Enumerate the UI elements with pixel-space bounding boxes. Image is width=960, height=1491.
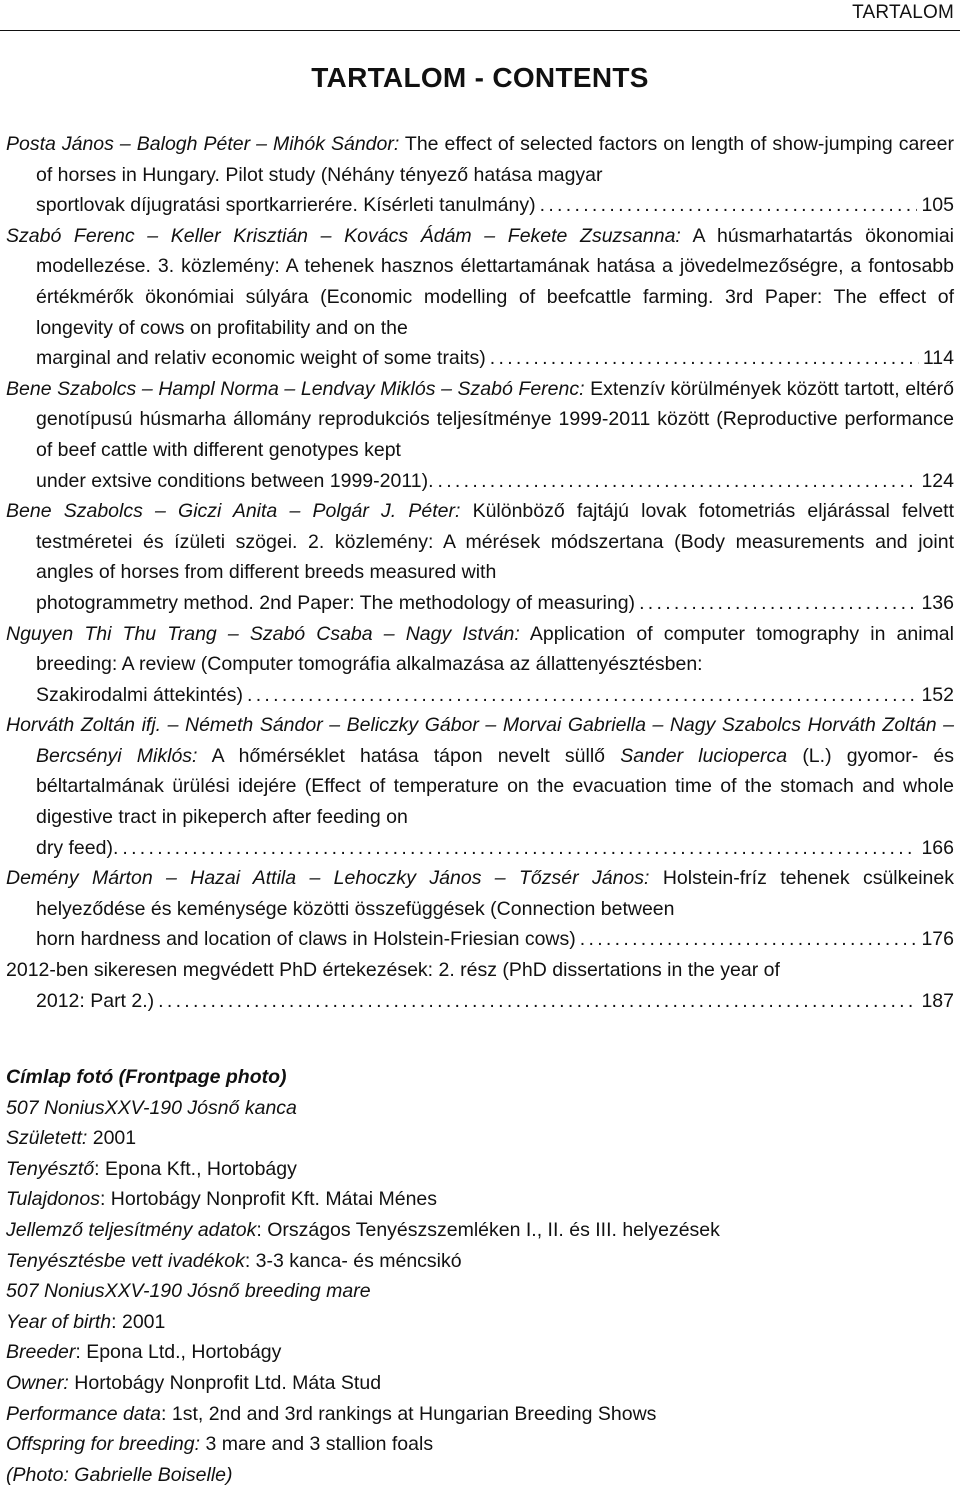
toc-entry[interactable] [6, 496, 954, 618]
entry-last-line [36, 466, 954, 497]
info-label: Tenyésztésbe vett ivadékok [6, 1249, 245, 1272]
info-label: Tenyésztő [6, 1157, 95, 1180]
cover-heading: Címlap fotó (Frontpage photo) [6, 1066, 287, 1088]
entry-title: Extenzív körülmények között tartott, eltérő genotípusú húsmarha állomány reprodukciós teljesítménye 1999-2011 között (Reproductive performance of beef cattle with different genotypes kept [36, 377, 954, 461]
page-number: 124 [921, 469, 954, 492]
entry-authors: Demény Márton – Hazai Attila – Lehoczky János – Tőzsér János: [6, 867, 650, 890]
entry-title: The effect of selected factors on length of show-jumping career of horses in Hungary. Pilot study (Néhány tényező hatása magyar [36, 133, 954, 186]
table-of-contents [6, 129, 954, 1016]
info-value: Hortobágy Nonprofit Ltd. Máta Stud [74, 1371, 382, 1394]
info-row [6, 1307, 954, 1338]
info-value: : 1st, 2nd and 3rd rankings at Hungarian Breeding Shows [161, 1402, 657, 1425]
info-label: Született: [6, 1127, 88, 1150]
toc-entry[interactable] [6, 863, 954, 955]
photo-credit: (Photo: Gabrielle Boiselle) [6, 1463, 233, 1486]
dot-leader [580, 924, 918, 955]
entry-title-end: dry feed). [36, 836, 119, 859]
entry-authors: Horváth Zoltán ifj. – Németh Sándor – Beliczky Gábor – Morvai Gabriella – Nagy Szabolcs Horváth Zoltán – Bercsényi Miklós: [6, 714, 954, 767]
toc-entry[interactable] [6, 374, 954, 496]
entry-title-end: 2012: Part 2.) [36, 989, 155, 1012]
dot-leader [247, 680, 917, 711]
dot-leader [540, 190, 918, 221]
info-row [6, 1154, 954, 1185]
info-label: Offspring for breeding: [6, 1433, 201, 1456]
info-row [6, 1429, 954, 1460]
info-row [6, 1368, 954, 1399]
dot-leader [122, 833, 917, 864]
cover-photo-info [6, 1062, 954, 1490]
page-number: 105 [921, 194, 954, 217]
entry-authors: Posta János – Balogh Péter – Mihók Sándor: [6, 133, 400, 155]
header-rule [0, 30, 960, 31]
entry-authors: Bene Szabolcs – Giczi Anita – Polgár J. Péter: [6, 500, 461, 523]
page-number: 114 [922, 347, 954, 370]
toc-entry[interactable] [6, 221, 954, 374]
entry-authors: Bene Szabolcs – Hampl Norma – Lendvay Miklós – Szabó Ferenc: [6, 377, 585, 400]
info-row [6, 1215, 954, 1246]
info-value: : Epona Kft., Hortobágy [94, 1157, 297, 1180]
entry-title-end: sportlovak díjugratási sportkarrierére. Kísérleti tanulmány) [36, 194, 536, 217]
info-value: 2001 [92, 1127, 137, 1150]
page-number: 187 [921, 989, 954, 1012]
page-title: TARTALOM - CONTENTS [311, 62, 649, 93]
dot-leader [639, 588, 917, 619]
entry-last-line [36, 680, 954, 711]
entry-authors: Szabó Ferenc – Keller Krisztián – Kovács Ádám – Fekete Zsuzsanna: [6, 224, 681, 247]
entry-title: (L.) gyomor- és béltartalmának ürülési idejére (Effect of temperature on the evacuation time of the stomach and whole digestive tract in pikeperch after feeding on [36, 744, 955, 829]
info-value: : 3-3 kanca- és méncsikó [244, 1249, 462, 1272]
info-label: Performance data [6, 1402, 162, 1425]
info-value: 3 mare and 3 stallion foals [205, 1433, 434, 1456]
entry-title-end: Szakirodalmi áttekintés) [36, 683, 243, 706]
dot-leader [490, 343, 919, 374]
toc-entry[interactable] [6, 710, 954, 863]
entry-title: Application of computer tomography in animal breeding: A review (Computer tomográfia alkalmazása az állattenyésztésben: [36, 622, 954, 676]
entry-title-end: photogrammetry method. 2nd Paper: The methodology of measuring) [36, 591, 636, 614]
info-row [6, 1399, 954, 1430]
entry-last-line [36, 986, 954, 1017]
entry-title-end: horn hardness and location of claws in Holstein-Friesian cows) [36, 928, 576, 951]
dot-leader [437, 466, 917, 497]
entry-title-start: A hőmérséklet hatása tápon nevelt süllő [211, 744, 606, 767]
horse-name-hu: 507 NoniusXXV-190 Jósnő kanca [6, 1096, 297, 1119]
toc-entry[interactable] [6, 955, 954, 1016]
info-row [6, 1123, 954, 1154]
entry-title: A húsmarhatartás ökonomiai modellezése. 3. közlemény: A tehenek hasznos élettartamának hatása a jövedelmezőségre, a fontosabb értékmérők ökonómiai súlyára (Economic modelling of beefcattle farming. 3rd Paper: The effect of longevity of cows on profitability and on the [36, 224, 955, 339]
horse-name-en: 507 NoniusXXV-190 Jósnő breeding mare [6, 1280, 371, 1303]
info-label: Breeder [6, 1341, 76, 1364]
info-row [6, 1184, 954, 1215]
page-number: 166 [921, 836, 954, 859]
info-value: : Országos Tenyészszemléken I., II. és III. helyezések [256, 1218, 720, 1241]
info-label: Jellemző teljesítmény adatok [6, 1218, 257, 1241]
entry-title-end: marginal and relativ economic weight of some traits) [36, 347, 486, 370]
info-value: : 2001 [111, 1310, 166, 1333]
page-number: 136 [921, 591, 954, 614]
info-value: : Hortobágy Nonprofit Kft. Mátai Ménes [99, 1188, 438, 1211]
info-label: Owner: [6, 1371, 69, 1394]
entry-title-end: under extsive conditions between 1999-2011). [36, 469, 434, 492]
dot-leader [158, 986, 917, 1017]
entry-last-line [36, 924, 954, 955]
entry-last-line [36, 190, 954, 221]
entry-last-line [36, 343, 954, 374]
toc-entry[interactable] [6, 619, 954, 711]
info-row [6, 1337, 954, 1368]
toc-entry[interactable] [6, 129, 954, 221]
info-label: Year of birth [6, 1310, 112, 1333]
running-head: TARTALOM [852, 2, 954, 23]
species-name: Sander lucioperca [620, 744, 788, 767]
entry-authors: Nguyen Thi Thu Trang – Szabó Csaba – Nagy István: [6, 622, 520, 645]
entry-title: Különböző fajtájú lovak fotometriás eljárással felvett testméretei és ízületi szögei. 2. közlemény: A mérések módszertana (Body measurements and joint angles of horses from different breeds measured with [36, 500, 955, 584]
entry-title: 2012-ben sikeresen megvédett PhD értekezések: 2. rész (PhD dissertations in the year of [6, 959, 780, 982]
info-value: : Epona Ltd., Hortobágy [75, 1341, 282, 1364]
page-number: 176 [921, 928, 954, 951]
entry-last-line [36, 588, 954, 619]
page-number: 152 [921, 683, 954, 706]
entry-last-line [36, 833, 954, 864]
entry-title: Holstein-fríz tehenek csülkeinek helyeződése és keménysége közötti összefüggések (Connection between [36, 867, 955, 920]
info-row [6, 1246, 954, 1277]
info-label: Tulajdonos [6, 1188, 100, 1211]
